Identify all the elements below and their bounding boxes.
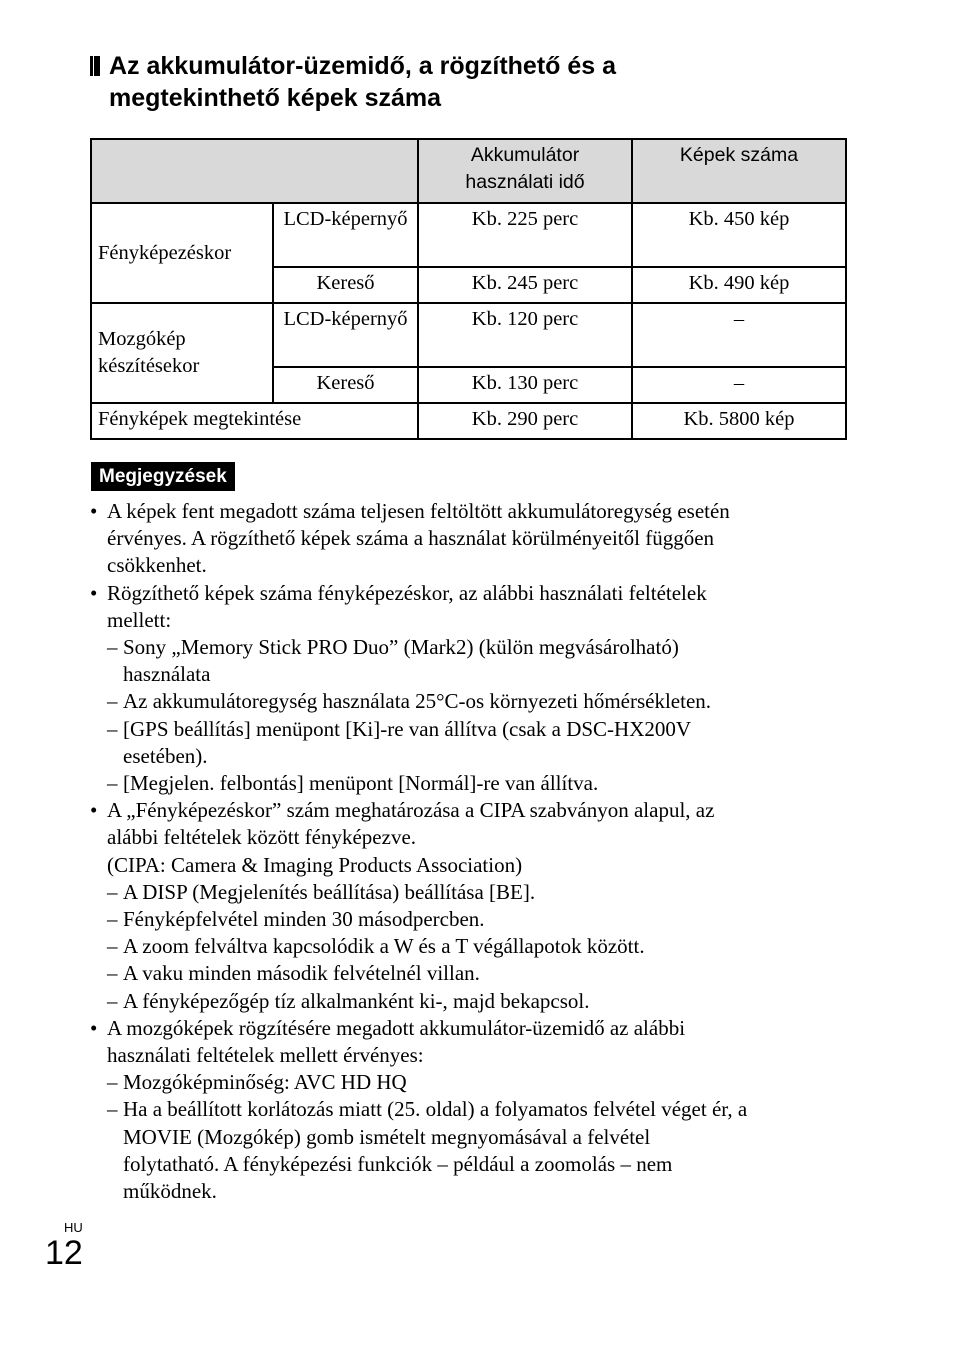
cell-finder: Kereső <box>273 367 418 403</box>
cell-photo-finder-images: Kb. 490 kép <box>632 267 846 303</box>
cell-movie-lcd-images: – <box>632 303 846 367</box>
note-bullet-3: • A „Fényképezéskor” szám meghatározása a CIPA szabványon alapul, az alábbi feltételek között fényképezve. <box>90 797 860 851</box>
table-row <box>91 403 846 439</box>
note-paragraph-cipa: (CIPA: Camera & Imaging Products Association) <box>107 852 523 877</box>
cell-movie-lcd-time: Kb. 120 perc <box>418 303 632 367</box>
cell-lcd: LCD-képernyő <box>273 303 418 367</box>
row-label-view: Fényképek megtekintése <box>91 403 418 439</box>
cell-photo-lcd-time: Kb. 225 perc <box>418 203 632 267</box>
page-number: 12 <box>45 1234 83 1272</box>
note-bullet-4: • A mozgóképek rögzítésére megadott akkumulátor-üzemidő az alábbi használati feltételek mellett érvényes: <box>90 1015 860 1069</box>
heading-marker-icon <box>90 56 100 76</box>
note-dash-item: – Ha a beállított korlátozás miatt (25. oldal) a folyamatos felvétel véget ér, a MOVIE (Mozgókép) gomb ismételt megnyomásával a felvétel folytatható. A fényképezési funkciók – például a zoomolás – nem működnek. <box>90 1096 860 1205</box>
table-row <box>91 203 846 267</box>
cell-lcd: LCD-képernyő <box>273 203 418 267</box>
cell-photo-lcd-images: Kb. 450 kép <box>632 203 846 267</box>
note-dash-item: – A zoom felváltva kapcsolódik a W és a T végállapotok között. <box>90 933 860 960</box>
note-dash-item: – A vaku minden második felvételnél villan. <box>90 960 860 987</box>
note-dash-item: – [GPS beállítás] menüpont [Ki]-re van állítva (csak a DSC-HX200V esetében). <box>90 716 860 770</box>
note-bullet-2: • Rögzíthető képek száma fényképezéskor, az alábbi használati feltételek mellett: <box>90 580 860 634</box>
note-dash-item: – [Megjelen. felbontás] menüpont [Normál]-re van állítva. <box>90 770 860 797</box>
row-label-photo: Fényképezéskor <box>91 203 273 303</box>
note-dash-item: – Mozgóképminőség: AVC HD HQ <box>90 1069 860 1096</box>
note-dash-item: – A fényképezőgép tíz alkalmanként ki-, majd bekapcsol. <box>90 988 860 1015</box>
cell-movie-finder-images: – <box>632 367 846 403</box>
header-battery-time: Akkumulátor használati idő <box>418 139 632 203</box>
battery-table <box>90 138 847 440</box>
heading-line-1: Az akkumulátor-üzemidő, a rögzíthető és a <box>109 52 617 80</box>
header-empty-cell <box>91 139 418 203</box>
cell-photo-finder-time: Kb. 245 perc <box>418 267 632 303</box>
note-dash-item: – Fényképfelvétel minden 30 másodpercben. <box>90 906 860 933</box>
heading-line-2: megtekinthető képek száma <box>109 84 442 112</box>
table-row <box>91 303 846 367</box>
language-code: HU <box>64 1220 83 1235</box>
section-heading <box>90 50 850 114</box>
cell-movie-finder-time: Kb. 130 perc <box>418 367 632 403</box>
table-header-row <box>91 139 846 203</box>
note-dash-item: – Sony „Memory Stick PRO Duo” (Mark2) (külön megvásárolható) használata <box>90 634 860 688</box>
notes-list <box>90 498 860 1205</box>
cell-finder: Kereső <box>273 267 418 303</box>
row-label-movie: Mozgókép készítésekor <box>91 303 273 403</box>
notes-badge: Megjegyzések <box>91 462 235 491</box>
header-image-count: Képek száma <box>632 139 846 203</box>
cell-view-images: Kb. 5800 kép <box>632 403 846 439</box>
note-dash-item: – A DISP (Megjelenítés beállítása) beállítása [BE]. <box>90 879 860 906</box>
note-bullet-1: • A képek fent megadott száma teljesen feltöltött akkumulátoregység esetén érvényes. A rögzíthető képek száma a használat körülményeitől függően csökkenhet. <box>90 498 860 580</box>
note-dash-item: – Az akkumulátoregység használata 25°C-os környezeti hőmérsékleten. <box>90 688 860 715</box>
cell-view-time: Kb. 290 perc <box>418 403 632 439</box>
